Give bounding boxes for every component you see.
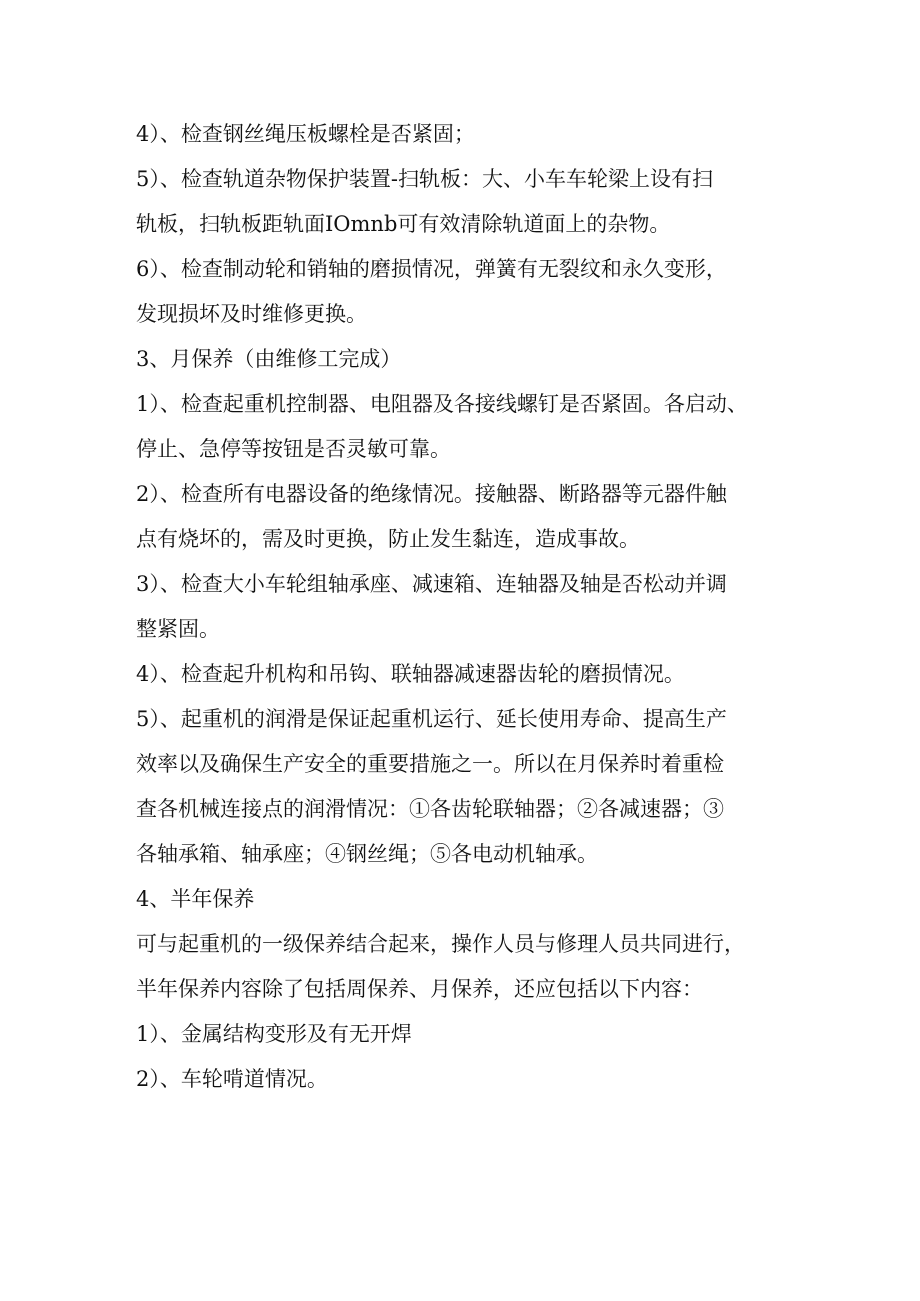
text-line: 点有烧坏的，需及时更换，防止发生黏连，造成事故。 xyxy=(136,527,640,551)
text-line: 可与起重机的一级保养结合起来，操作人员与修理人员共同进行， xyxy=(136,932,745,956)
text-line: 整紧固。 xyxy=(136,617,220,641)
paragraph-brake-wheel xyxy=(136,247,804,337)
paragraph-metal-structure xyxy=(136,1012,804,1057)
text-line: 效率以及确保生产安全的重要措施之一。所以在月保养时着重检 xyxy=(136,752,724,776)
text-line: 停止、急停等按钮是否灵敏可靠。 xyxy=(136,437,451,461)
text-line: 2）、车轮啃道情况。 xyxy=(136,1067,328,1091)
text-line: 各轴承箱、轴承座；④钢丝绳；⑤各电动机轴承。 xyxy=(136,842,598,866)
text-line: 6）、检查制动轮和销轴的磨损情况，弹簧有无裂纹和永久变形， xyxy=(136,257,727,281)
document-body xyxy=(136,112,804,1102)
text-line: 半年保养内容除了包括周保养、月保养，还应包括以下内容： xyxy=(136,977,703,1001)
section-heading: 4、半年保养 xyxy=(136,887,255,911)
paragraph-semiannual-intro xyxy=(136,922,804,1012)
text-line: 轨板，扫轨板距轨面IOmnb可有效清除轨道面上的杂物。 xyxy=(136,212,671,236)
text-line: 5）、起重机的润滑是保证起重机运行、延长使用寿命、提高生产 xyxy=(136,707,727,731)
paragraph-wheel-gnawing xyxy=(136,1057,804,1102)
paragraph-wheel-bearing-check xyxy=(136,562,804,652)
text-line: 4）、检查起升机构和吊钩、联轴器减速器齿轮的磨损情况。 xyxy=(136,662,685,686)
text-line: 3）、检查大小车轮组轴承座、减速箱、连轴器及轴是否松动并调 xyxy=(136,572,727,596)
paragraph-lubrication xyxy=(136,697,804,877)
paragraph-hoist-wear-check xyxy=(136,652,804,697)
text-line: 5）、检查轨道杂物保护装置-扫轨板：大、小车车轮梁上设有扫 xyxy=(136,167,713,191)
text-line: 4）、检查钢丝绳压板螺栓是否紧固； xyxy=(136,122,475,146)
text-line: 查各机械连接点的润滑情况：①各齿轮联轴器；②各减速器；③ xyxy=(136,797,724,821)
paragraph-insulation-check xyxy=(136,472,804,562)
paragraph-controller-check xyxy=(136,382,804,472)
section-heading: 3、月保养（由维修工完成） xyxy=(136,347,402,371)
text-line: 发现损坏及时维修更换。 xyxy=(136,302,367,326)
paragraph-rail-sweeper xyxy=(136,157,804,247)
heading-semiannual-maintenance xyxy=(136,877,804,922)
heading-monthly-maintenance xyxy=(136,337,804,382)
text-line: 2）、检查所有电器设备的绝缘情况。接触器、断路器等元器件触 xyxy=(136,482,727,506)
paragraph-wire-rope-clamp xyxy=(136,112,804,157)
text-line: 1）、检查起重机控制器、电阻器及各接线螺钉是否紧固。各启动、 xyxy=(136,392,748,416)
text-line: 1）、金属结构变形及有无开焊 xyxy=(136,1022,412,1046)
